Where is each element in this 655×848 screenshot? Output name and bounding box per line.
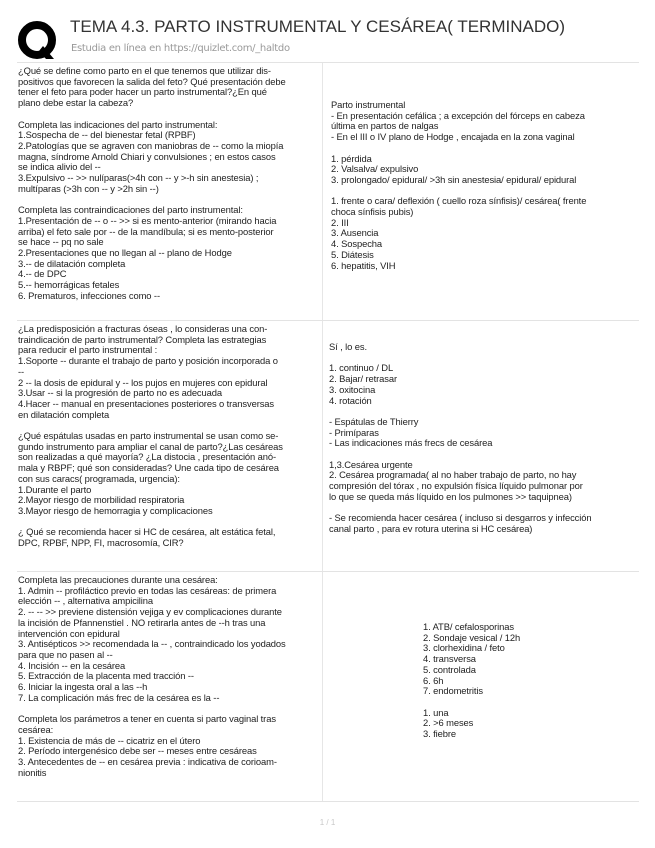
question-line: 6. Iniciar la ingesta oral a las --h — [18, 681, 148, 693]
question-line: 4.-- de DPC — [18, 268, 67, 280]
card-question — [17, 572, 323, 801]
question-line: se hace -- pq no sale — [18, 236, 104, 248]
question-line: 3.Expulsivo -- >> nulíparas(>4h con -- y >-h sin anestesia) ; — [18, 172, 259, 184]
question-line: mala y RBPF; qué son consideradas? Une cada tipo de cesárea — [18, 462, 279, 474]
answer-line: 1. pérdida — [331, 152, 372, 164]
question-line: 3. Antecedentes de -- en cesárea previa : indicativa de corioam- — [18, 755, 277, 767]
question-line: 3.Usar -- si la progresión de parto no es adecuada — [18, 387, 222, 399]
card-answer — [324, 572, 639, 740]
question-line: en dilatación completa — [18, 408, 110, 420]
card-question — [17, 63, 323, 321]
answer-line: 3. fiebre — [423, 728, 456, 740]
question-line: son realizadas a qué mayoría? ¿La distocia , presentación anó- — [18, 451, 277, 463]
answer-line: 4. rotación — [329, 394, 372, 406]
question-line: DPC, RPBF, NPP, FI, macrosomía, CIR? — [18, 537, 184, 549]
flashcard-row — [17, 571, 639, 802]
answer-line: 2. Valsalva/ expulsivo — [331, 163, 419, 175]
answer-line: 4. Sospecha — [331, 238, 383, 250]
line-gap — [331, 143, 633, 154]
answer-line: 3. prolongado/ epidural/ >3h sin anestesia/ epidural/ epidural — [331, 173, 577, 185]
question-line: ¿Qué se define como parto en el que tenemos que utilizar dis- — [18, 65, 271, 76]
answer-line: 6. 6h — [423, 674, 444, 686]
answer-line: 1,3.Cesárea urgente — [329, 458, 413, 470]
answer-line: - Espátulas de Thierry — [329, 415, 419, 427]
question-line: 3.-- de dilatación completa — [18, 257, 126, 269]
question-line: 7. La complicación más frec de la cesárea es la -- — [18, 691, 220, 703]
answer-line: 3. clorhexidina / feto — [423, 642, 505, 654]
question-line: plano debe estar la cabeza? — [18, 97, 134, 109]
question-line: 4. Incisión -- en la cesárea — [18, 659, 126, 671]
question-line: 5.-- hemorrágicas fetales — [18, 279, 120, 291]
answer-line: Parto instrumental — [331, 99, 406, 110]
question-line: multíparas (>3h con -- y >2h sin --) — [18, 182, 159, 194]
question-line: se indica alivio del -- — [18, 161, 101, 173]
answer-line: - Primíparas — [329, 426, 379, 438]
card-answer — [324, 63, 639, 271]
answer-line: - En presentación cefálica ; a excepción del fórceps en cabeza — [331, 109, 585, 121]
answer-line: 2. >6 meses — [423, 717, 474, 729]
answer-line: 1. ATB/ cefalosporinas — [423, 621, 514, 632]
card-question — [17, 321, 323, 572]
question-line: cesárea: — [18, 723, 54, 735]
question-line: 1. Admin -- profiláctico previo en todas las cesáreas: de primera — [18, 584, 277, 596]
question-line: para que no pasen al -- — [18, 648, 113, 660]
answer-line: 3. Ausencia — [331, 227, 379, 239]
question-line: 4.Hacer -- manual en presentaciones posteriores o transversas — [18, 397, 275, 409]
question-line: positivos que favorecen la salida del feto? Qué presentación debe — [18, 75, 286, 87]
page-number: 1 / 1 — [319, 818, 336, 827]
answer-line: 1. una — [423, 706, 449, 718]
answer-line: choca sínfisis pubis) — [331, 206, 414, 217]
question-line: traindicación de parto instrumental? Completa las estrategias — [18, 333, 267, 345]
line-gap — [18, 109, 320, 120]
question-line: 1.Soporte -- durante el trabajo de parto y posición incorporada o — [18, 355, 278, 367]
question-line: 5. Extracción de la placenta med tracción -- — [18, 670, 194, 682]
answer-line: 1. frente o cara/ deflexión ( cuello roza sínfisis)/ cesárea( frente — [331, 195, 587, 207]
answer-line: 5. Diátesis — [331, 248, 374, 260]
question-line: gundo instrumento para ampliar el canal de parto?¿Las cesáreas — [18, 440, 283, 452]
question-line: Completa los parámetros a tener en cuenta si parto vaginal tras — [18, 713, 276, 725]
answer-line: 7. endometritis — [423, 685, 483, 697]
answer-line: canal parto , para ev rotura uterina si HC cesárea) — [329, 522, 533, 534]
question-line: 2 -- la dosis de epidural y -- los pujos en mujeres con epidural — [18, 376, 268, 388]
answer-line: lo que se queda más líquido en los pulmones >> taquipnea) — [329, 490, 572, 502]
study-link-text: Estudia en línea en https://quizlet.com/_haltdo — [71, 43, 290, 54]
question-line: arriba) el feto sale por -- de la mandíbula; si es mento-posterior — [18, 225, 274, 237]
question-line: tener el feto para poder hacer un parto instrumental?¿En qué — [18, 86, 267, 98]
question-line: 2. -- -- >> previene distensión vejiga y ev complicaciones durante — [18, 606, 282, 618]
answer-line: 2. Bajar/ retrasar — [329, 373, 398, 385]
flashcard-row — [17, 320, 639, 572]
question-line: nionitis — [18, 766, 47, 778]
answer-line: 2. Sondaje vesical / 12h — [423, 631, 521, 643]
question-line: Completa las precauciones durante una cesárea: — [18, 574, 218, 585]
question-line: 1.Durante el parto — [18, 483, 92, 495]
question-line: con sus caracs( programada, urgencia): — [18, 472, 180, 484]
question-line: la incisión de Pfannenstiel . NO retirarla antes de --h tras una — [18, 616, 266, 628]
question-line: 3. Antisépticos >> recomendada la -- , contraindicado los yodados — [18, 638, 286, 650]
question-line: 2.Patologías que se agraven con maniobras de -- como la miopía — [18, 139, 284, 151]
question-line: 3.Mayor riesgo de hemorragia y complicaciones — [18, 504, 213, 516]
flashcard-row — [17, 62, 639, 321]
question-line: ¿Qué espátulas usadas en parto instrumental se usan como se- — [18, 430, 279, 442]
answer-line: 2. Cesárea programada( al no haber trabajo de parto, no hay — [329, 469, 577, 481]
question-line: 6. Prematuros, infecciones como -- — [18, 289, 160, 301]
answer-line: compresión del tórax , no expulsión física líquido pulmonar por — [329, 480, 583, 492]
question-line: magna, síndrome Arnold Chiari y convulsiones ; en estos casos — [18, 150, 276, 162]
answer-line: - En el III o IV plano de Hodge , encajada en la zona vaginal — [331, 131, 575, 143]
answer-line: 3. oxitocina — [329, 383, 376, 395]
answer-line: última en partos de nalgas — [331, 120, 439, 132]
question-line: ¿La predisposición a fracturas óseas , lo consideras una con- — [18, 323, 268, 334]
question-line: Completa las indicaciones del parto instrumental: — [18, 118, 218, 130]
answer-line: 1. continuo / DL — [329, 362, 394, 374]
question-line: ¿ Qué se recomienda hacer si HC de cesárea, alt estática fetal, — [18, 526, 276, 538]
question-line: elección -- , alternativa ampicilina — [18, 595, 154, 607]
question-line: para reducir el parto instrumental : — [18, 344, 158, 356]
question-line: 1.Sospecha de -- del bienestar fetal (RPBF) — [18, 129, 196, 141]
card-answer — [324, 321, 639, 535]
answer-line: 6. hepatitis, VIH — [331, 259, 396, 271]
answer-line: Sí , lo es. — [329, 341, 367, 352]
question-line: 2.Mayor riesgo de morbilidad respiratoria — [18, 494, 185, 506]
page-title: TEMA 4.3. PARTO INSTRUMENTAL Y CESÁREA( TERMINADO) — [70, 17, 565, 36]
answer-line: - Las indicaciones más frecs de cesárea — [329, 437, 493, 449]
quizlet-logo-icon — [17, 20, 57, 60]
question-line: -- — [18, 365, 25, 377]
question-line: 2. Período intergenésico debe ser -- meses entre cesáreas — [18, 745, 257, 757]
answer-line: - Se recomienda hacer cesárea ( incluso si desgarros y infección — [329, 512, 592, 524]
question-line: 1. Existencia de más de -- cicatriz en el útero — [18, 734, 201, 746]
line-gap — [423, 697, 633, 708]
answer-line: 2. III — [331, 216, 349, 228]
answer-line: 4. transversa — [423, 653, 476, 665]
question-line: intervención con epidural — [18, 627, 120, 639]
answer-line: 5. controlada — [423, 663, 476, 675]
question-line: Completa las contraindicaciones del parto instrumental: — [18, 204, 243, 216]
question-line: 1.Presentación de -- o -- >> si es mento-anterior (mirando hacia — [18, 214, 277, 226]
question-line: 2.Presentaciones que no llegan al -- plano de Hodge — [18, 246, 232, 258]
